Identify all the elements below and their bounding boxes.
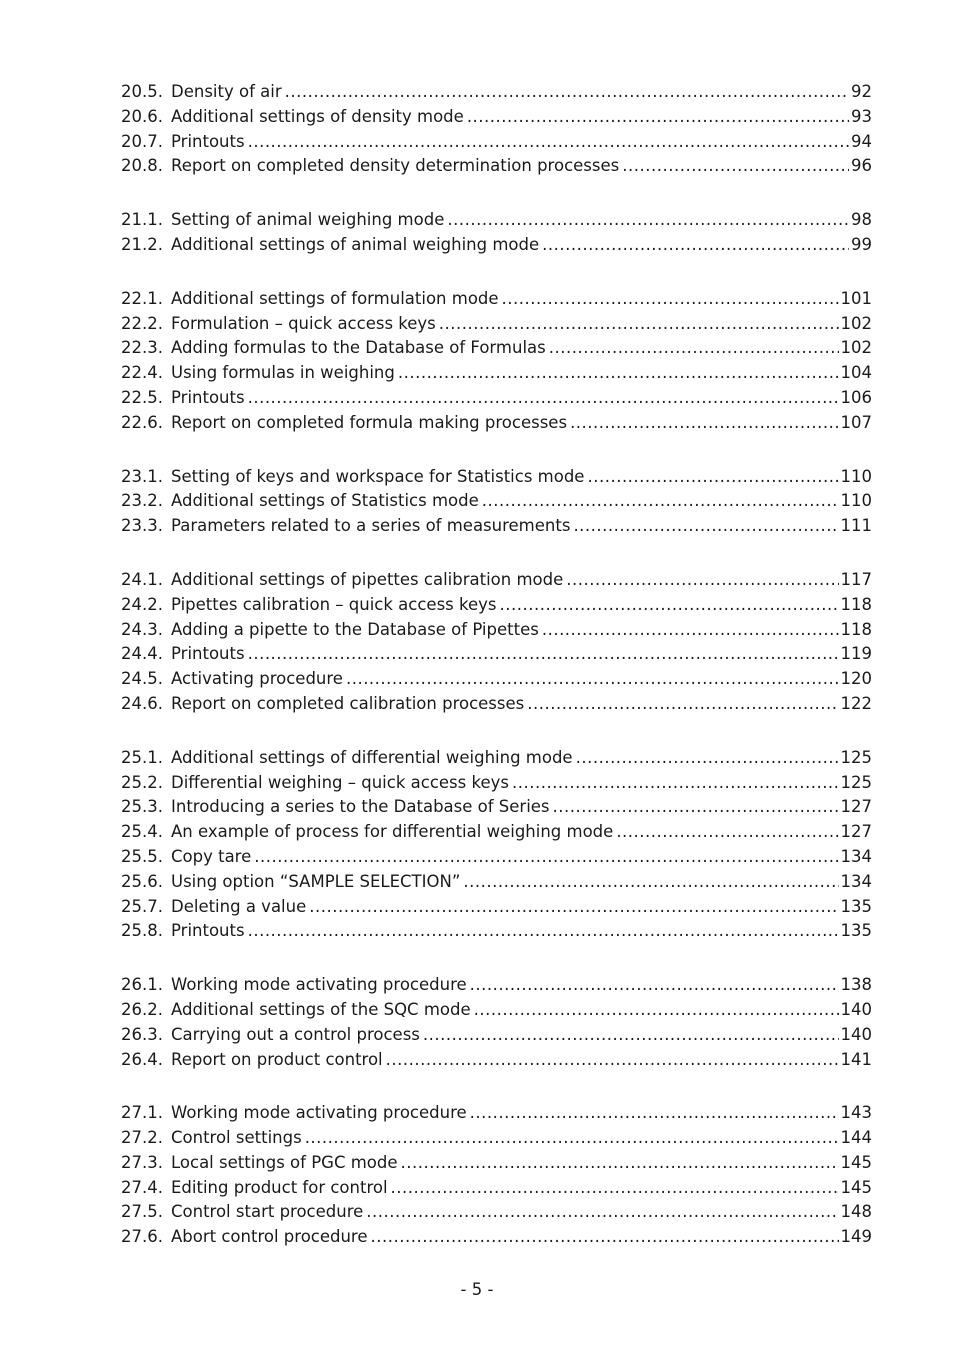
toc-entry-title: Printouts [171,387,245,407]
dot-leader [366,1200,838,1225]
dot-leader [622,154,849,179]
toc-entry[interactable] [121,154,872,179]
toc-entry-title: Formulation – quick access keys [171,313,436,333]
dot-leader [248,386,839,411]
toc-entry-number: 24.3. [121,619,163,639]
dot-leader [512,771,839,796]
toc-entry-number: 24.4. [121,644,163,664]
toc-entry[interactable] [121,746,872,771]
toc-entry[interactable] [121,465,872,490]
toc-entry-page-number: 122 [840,693,872,713]
toc-entry-title: Printouts [171,921,245,941]
toc-entry[interactable] [121,692,872,717]
toc-entry-title: Adding a pipette to the Database of Pipettes [171,619,539,639]
toc-entry-page-number: 125 [840,772,872,792]
toc-entry[interactable] [121,1176,872,1201]
toc-entry-number: 22.3. [121,338,163,358]
toc-entry[interactable] [121,105,872,130]
toc-entry-page-number: 118 [840,594,872,614]
toc-entry-number: 21.2. [121,234,163,254]
toc-section [121,746,872,944]
toc-entry-number: 27.4. [121,1177,163,1197]
toc-entry-title: Pipettes calibration – quick access keys [171,594,497,614]
toc-entry[interactable] [121,820,872,845]
dot-leader [309,895,838,920]
toc-entry-title: Additional settings of density mode [171,106,464,126]
toc-section [121,973,872,1072]
toc-entry-page-number: 107 [840,412,872,432]
toc-entry-number: 22.5. [121,387,163,407]
toc-entry-title: Carrying out a control process [171,1024,420,1044]
toc-entry[interactable] [121,312,872,337]
toc-entry-page-number: 94 [851,131,872,151]
toc-entry-number: 25.3. [121,797,163,817]
dot-leader [398,361,839,386]
toc-entry-page-number: 99 [851,234,872,254]
toc-entry-number: 24.6. [121,693,163,713]
toc-entry-number: 22.1. [121,288,163,308]
page-number-footer: - 5 - [460,1280,494,1299]
toc-entry-title: Setting of animal weighing mode [171,210,445,230]
toc-entry-number: 22.6. [121,412,163,432]
toc-entry-number: 24.1. [121,569,163,589]
toc-entry[interactable] [121,1101,872,1126]
toc-entry-page-number: 135 [840,921,872,941]
dot-leader [248,919,839,944]
toc-entry-number: 26.2. [121,999,163,1019]
toc-entry-number: 26.4. [121,1049,163,1069]
dot-leader [542,233,849,258]
dot-leader [423,1023,839,1048]
toc-entry-title: Setting of keys and workspace for Statistics mode [171,466,585,486]
toc-entry-title: Working mode activating procedure [171,975,467,995]
dot-leader [467,105,849,130]
toc-entry-number: 25.4. [121,822,163,842]
toc-entry-page-number: 104 [840,363,872,383]
toc-entry[interactable] [121,1225,872,1250]
toc-entry-page-number: 138 [840,975,872,995]
toc-entry-title: Parameters related to a series of measurements [171,516,571,536]
toc-entry[interactable] [121,208,872,233]
toc-entry-page-number: 120 [840,669,872,689]
toc-entry-number: 23.2. [121,491,163,511]
dot-leader [346,667,839,692]
toc-entry[interactable] [121,80,872,105]
toc-entry[interactable] [121,1048,872,1073]
toc-entry-title: Copy tare [171,846,252,866]
toc-entry-page-number: 102 [840,338,872,358]
toc-entry[interactable] [121,386,872,411]
toc-entry[interactable] [121,1126,872,1151]
toc-entry-title: Report on product control [171,1049,383,1069]
toc-section [121,465,872,539]
toc-entry-number: 25.8. [121,921,163,941]
toc-entry-page-number: 119 [840,644,872,664]
toc-entry-page-number: 134 [840,871,872,891]
toc-entry-title: Printouts [171,131,245,151]
toc-section [121,287,872,436]
toc-entry[interactable] [121,411,872,436]
toc-entry-title: Deleting a value [171,896,307,916]
toc-entry-title: Additional settings of formulation mode [171,288,499,308]
toc-entry-number: 24.5. [121,669,163,689]
toc-entry-number: 26.1. [121,975,163,995]
toc-entry[interactable] [121,233,872,258]
toc-entry-title: Editing product for control [171,1177,388,1197]
toc-entry-page-number: 98 [851,210,872,230]
toc-entry-page-number: 92 [851,82,872,101]
dot-leader [566,568,838,593]
toc-entry-number: 22.2. [121,313,163,333]
toc-entry-number: 23.1. [121,466,163,486]
toc-entry-number: 25.5. [121,846,163,866]
dot-leader [527,692,838,717]
toc-entry[interactable] [121,845,872,870]
dot-leader [576,746,839,771]
dot-leader [502,287,839,312]
toc-entry-number: 22.4. [121,363,163,383]
toc-entry-number: 25.6. [121,871,163,891]
toc-entry-title: Using option “SAMPLE SELECTION” [171,871,461,891]
toc-entry-page-number: 145 [840,1152,872,1172]
toc-entry-page-number: 149 [840,1227,872,1247]
toc-entry-page-number: 110 [840,491,872,511]
toc-section [121,568,872,717]
dot-leader [285,80,849,105]
toc-entry-page-number: 101 [840,288,872,308]
toc-entry-title: Printouts [171,644,245,664]
toc-entry-title: Report on completed calibration processes [171,693,525,713]
toc-entry-title: Additional settings of animal weighing mode [171,234,540,254]
toc-entry-title: Introducing a series to the Database of Series [171,797,550,817]
dot-leader [470,1101,839,1126]
dot-leader [470,973,839,998]
toc-entry-number: 25.7. [121,896,163,916]
toc-entry-title: Working mode activating procedure [171,1103,467,1123]
toc-entry[interactable] [121,795,872,820]
toc-entry-number: 23.3. [121,516,163,536]
toc-entry-title: An example of process for differential weighing mode [171,822,614,842]
toc-entry-page-number: 117 [840,569,872,589]
dot-leader [248,642,839,667]
toc-entry[interactable] [121,287,872,312]
toc-entry-title: Abort control procedure [171,1227,368,1247]
dot-leader [305,1126,839,1151]
toc-entry-title: Adding formulas to the Database of Formulas [171,338,546,358]
toc-entry-title: Report on completed formula making processes [171,412,568,432]
toc-entry-number: 20.5. [121,82,163,101]
toc-entry[interactable] [121,361,872,386]
toc-entry[interactable] [121,642,872,667]
toc-entry-number: 20.7. [121,131,163,151]
toc-entry-page-number: 102 [840,313,872,333]
toc-entry-page-number: 140 [840,999,872,1019]
dot-leader [553,795,839,820]
dot-leader [573,514,838,539]
toc-section [121,80,872,179]
toc-entry-page-number: 118 [840,619,872,639]
toc-entry[interactable] [121,336,872,361]
toc-entry-title: Using formulas in weighing [171,363,395,383]
toc-entry-page-number: 127 [840,822,872,842]
dot-leader [474,998,839,1023]
toc-entry-page-number: 140 [840,1024,872,1044]
toc-entry-number: 25.1. [121,747,163,767]
dot-leader [587,465,838,490]
toc-entry-number: 27.5. [121,1202,163,1222]
toc-entry-page-number: 111 [840,516,872,536]
toc-entry[interactable] [121,568,872,593]
toc-entry-page-number: 148 [840,1202,872,1222]
toc-entry-title: Activating procedure [171,669,343,689]
toc-entry-number: 24.2. [121,594,163,614]
toc-entry-page-number: 96 [851,156,872,176]
toc-entry-title: Additional settings of differential weighing mode [171,747,573,767]
toc-entry-title: Report on completed density determination processes [171,156,620,176]
toc-entry-page-number: 143 [840,1103,872,1123]
toc-entry-title: Differential weighing – quick access keys [171,772,509,792]
dot-leader [401,1151,839,1176]
toc-entry-title: Additional settings of Statistics mode [171,491,479,511]
toc-entry-page-number: 125 [840,747,872,767]
toc-entry-page-number: 110 [840,466,872,486]
toc-entry[interactable] [121,919,872,944]
toc-entry[interactable] [121,667,872,692]
toc-entry[interactable] [121,1151,872,1176]
dot-leader [542,618,839,643]
toc-entry-number: 25.2. [121,772,163,792]
toc-entry-page-number: 106 [840,387,872,407]
toc-entry[interactable] [121,998,872,1023]
toc-entry[interactable] [121,593,872,618]
toc-entry-page-number: 93 [851,106,872,126]
dot-leader [463,870,838,895]
dot-leader [371,1225,839,1250]
dot-leader [549,336,839,361]
toc-entry-title: Additional settings of pipettes calibration mode [171,569,564,589]
toc-entry[interactable] [121,895,872,920]
toc-section [121,1101,872,1250]
toc-entry-number: 21.1. [121,210,163,230]
dot-leader [482,489,839,514]
dot-leader [616,820,838,845]
toc-entry-number: 20.6. [121,106,163,126]
toc-entry[interactable] [121,1023,872,1048]
toc-entry-number: 27.1. [121,1103,163,1123]
dot-leader [570,411,838,436]
toc-entry[interactable] [121,973,872,998]
toc-entry-number: 27.2. [121,1128,163,1148]
toc-entry-number: 27.3. [121,1152,163,1172]
toc-entry-page-number: 127 [840,797,872,817]
toc-entry-page-number: 135 [840,896,872,916]
toc-entry-page-number: 141 [840,1049,872,1069]
toc-entry[interactable] [121,1200,872,1225]
toc-entry-number: 26.3. [121,1024,163,1044]
dot-leader [386,1048,839,1073]
dot-leader [500,593,839,618]
toc-entry-title: Local settings of PGC mode [171,1152,398,1172]
toc-entry-title: Control settings [171,1128,302,1148]
dot-leader [254,845,838,870]
toc-entry-number: 20.8. [121,156,163,176]
toc-entry-title: Density of air [171,82,282,101]
toc-entry-title: Additional settings of the SQC mode [171,999,471,1019]
dot-leader [391,1176,839,1201]
dot-leader [447,208,849,233]
toc-entry-number: 27.6. [121,1227,163,1247]
toc-entry[interactable] [121,870,872,895]
toc-entry-page-number: 145 [840,1177,872,1197]
table-of-contents [121,80,872,1279]
toc-section [121,208,872,258]
toc-entry-page-number: 134 [840,846,872,866]
toc-entry[interactable] [121,130,872,155]
dot-leader [439,312,839,337]
toc-entry[interactable] [121,514,872,539]
toc-entry-page-number: 144 [840,1128,872,1148]
dot-leader [248,130,849,155]
toc-entry[interactable] [121,771,872,796]
toc-entry-title: Control start procedure [171,1202,364,1222]
toc-entry[interactable] [121,618,872,643]
toc-entry[interactable] [121,489,872,514]
